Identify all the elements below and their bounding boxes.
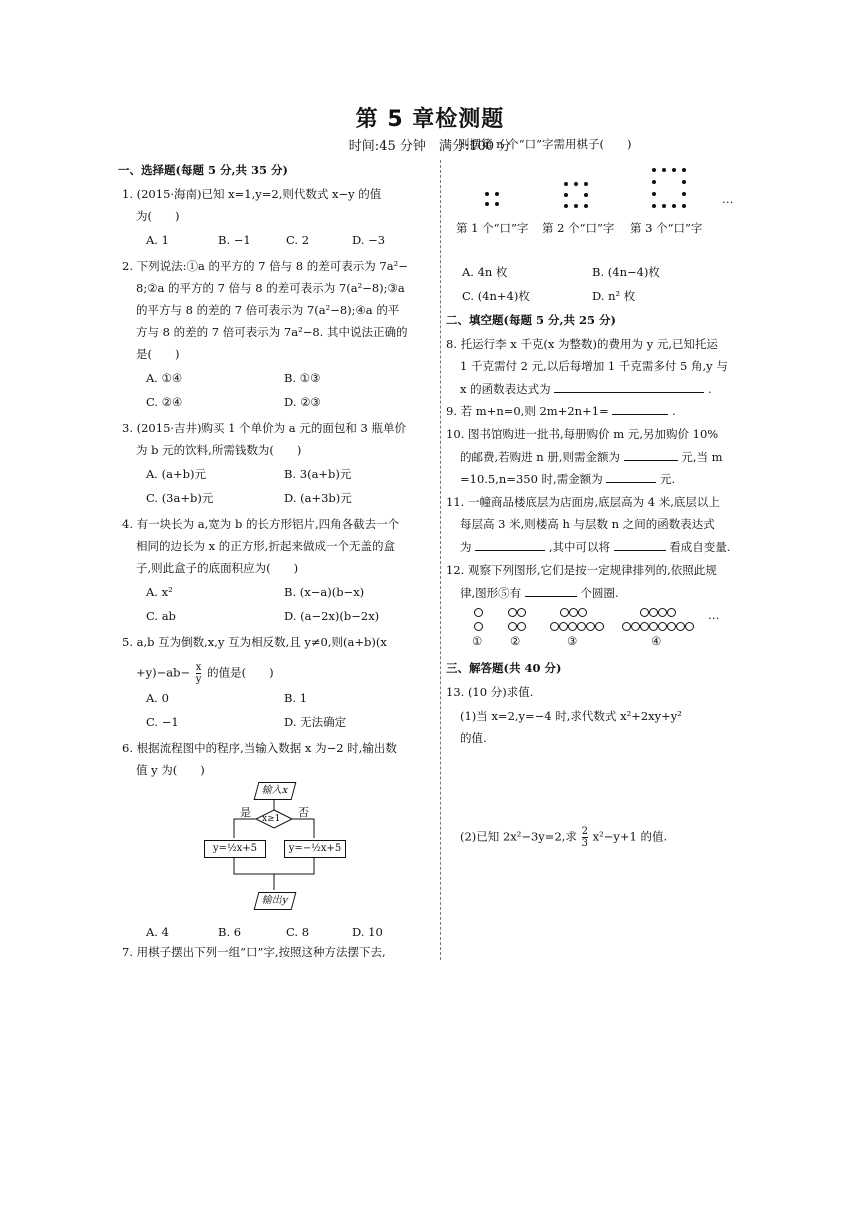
q12-end: 个圆圈. [580,586,619,600]
q10-prompt-2: =10.5,n=350 时,需金额为 [460,472,603,486]
q9-end: . [671,404,676,418]
q10-mid-1: 元,当 m [681,450,723,464]
q5-frac-denominator: y [195,674,202,685]
question-8-text-2: 1 千克需付 2 元,以后每增加 1 千克需多付 5 角,y 与 [460,359,728,373]
q7-fig3-dot [662,204,666,208]
q2-option-c[interactable]: C. ②④ [146,395,183,409]
q13-frac-numerator: 2 [581,826,588,837]
q12-label-2: ② [510,634,521,648]
q12-circle [559,622,568,631]
q12-circle [649,622,658,631]
q1-option-a[interactable]: A. 1 [146,233,169,247]
q12-circle [595,622,604,631]
q12-circle [474,622,483,631]
q2-option-b[interactable]: B. ①③ [284,371,321,385]
q7-fig3-dot [682,180,686,184]
q2-option-d[interactable]: D. ②③ [284,395,321,409]
q9-answer-blank[interactable] [612,402,668,415]
q7-label-1: 第 1 个“口”字 [456,221,529,235]
q1-option-d[interactable]: D. −3 [352,233,386,247]
q11-prompt-1: 为 [460,540,472,554]
question-2-text-3: 的平方与 8 的差的 7 倍可表示为 7(a²−8);④a 的平 [136,303,400,317]
q7-label-2: 第 2 个“口”字 [542,221,615,235]
q12-circle [508,608,517,617]
q4-option-c[interactable]: C. ab [146,609,176,623]
q12-circle [622,622,631,631]
q13-part2-fraction [582,826,588,849]
q3-option-b[interactable]: B. 3(a+b)元 [284,467,352,481]
q6-option-c[interactable]: C. 8 [286,925,310,939]
q4-option-b[interactable]: B. (x−a)(b−x) [284,585,365,599]
question-1-text: 1. (2015·海南)已知 x=1,y=2,则代数式 x−y 的值 [122,187,382,201]
question-7-text: 7. 用棋子摆出下列一组“口”字,按照这种方法摆下去, [122,945,386,959]
q5-frac-numerator: x [195,662,202,673]
q9-prompt: 9. 若 m+n=0,则 2m+2n+1= [446,404,609,418]
q5-expr-start: +y)−ab− [136,665,191,680]
question-8-text-3 [460,380,712,397]
q7-fig2-dot [564,182,568,186]
question-11-text: 11. 一幢商品楼底层为店面房,底层高为 4 米,底层以上 [446,495,720,509]
question-7-text-2: 则摆第 n 个“口”字需用棋子( ) [458,137,632,151]
q8-answer-blank[interactable] [554,380,704,393]
q12-answer-blank[interactable] [525,584,577,597]
question-8-text: 8. 托运行李 x 千克(x 为整数)的费用为 y 元,已知托运 [446,337,718,351]
q4-option-d[interactable]: D. (a−2x)(b−2x) [284,609,380,623]
q7-fig2-dot [574,182,578,186]
q5-option-c[interactable]: C. −1 [146,715,179,729]
q7-label-3: 第 3 个“口”字 [630,221,703,235]
flowchart-left-box: y=½x+5 [204,840,266,858]
q7-fig3-dot [682,204,686,208]
q7-fig3-dot [652,192,656,196]
q8-end: . [707,382,712,396]
flowchart-condition: x≥1 [262,814,281,824]
flowchart-no-label: 否 [298,806,309,819]
question-2-text-4: 方与 8 的差的 7 倍可表示为 7a²−8. 其中说法正确的 [136,325,408,339]
q10-answer-blank-2[interactable] [606,470,656,483]
q12-circle [685,622,694,631]
q7-fig3-dot [662,168,666,172]
q1-option-c[interactable]: C. 2 [286,233,310,247]
q12-circle [517,622,526,631]
q7-fig2-dot [584,182,588,186]
q7-fig1-dot [485,202,489,206]
q7-fig3-dot [652,168,656,172]
question-2-text-2: 8;②a 的平方的 7 倍与 8 的差可表示为 7(a²−8);③a [136,281,405,295]
q12-circle [658,622,667,631]
q12-circle [631,622,640,631]
q5-option-b[interactable]: B. 1 [284,691,308,705]
q6-option-d[interactable]: D. 10 [352,925,383,939]
left-column [118,162,436,962]
q7-option-a[interactable]: A. 4n 枚 [462,265,508,279]
question-2-text: 2. 下列说法:①a 的平方的 7 倍与 8 的差可表示为 7a²− [122,259,408,273]
q12-circle [560,608,569,617]
q12-circle [640,622,649,631]
q12-circle [586,622,595,631]
section-heading-fill: 二、填空题(每题 5 分,共 25 分) [446,313,616,327]
q7-fig3-dot [652,180,656,184]
q13-frac-denominator: 3 [581,838,588,849]
q12-circle [550,622,559,631]
q7-fig3-dot [682,192,686,196]
question-6-text: 6. 根据流程图中的程序,当输入数据 x 为−2 时,输出数 [122,741,397,755]
exam-info: 时间:45 分钟 满分:100 分 [348,139,512,154]
q12-circle [640,608,649,617]
q7-fig2-dot [584,193,588,197]
q13-part2-start: (2)已知 2x²−3y=2,求 [460,829,577,844]
q10-answer-blank-1[interactable] [624,448,678,461]
q7-ellipsis: … [722,192,734,206]
question-12-text: 12. 观察下列图形,它们是按一定规律排列的,依照此规 [446,563,717,577]
q12-circle [568,622,577,631]
question-13-part2 [460,826,667,849]
q7-option-c[interactable]: C. (4n+4)枚 [462,289,530,303]
q6-option-b[interactable]: B. 6 [218,925,242,939]
page-title: 第 5 章检测题 [355,107,505,132]
q7-fig1-dot [495,192,499,196]
question-12-text-2 [460,584,619,601]
q8-prompt: x 的函数表达式为 [460,382,551,396]
q7-option-d[interactable]: D. n² 枚 [592,289,636,303]
q2-option-a[interactable]: A. ①④ [146,371,183,385]
question-1-text-2: 为( ) [136,209,180,223]
flowchart-output-box: 输出y [254,892,297,910]
question-13-text: 13. (10 分)求值. [446,685,534,699]
q7-fig3-dot [652,204,656,208]
q7-fig3-dot [672,168,676,172]
q12-label-3: ③ [567,634,578,648]
q11-answer-blank-1[interactable] [475,538,545,551]
q12-circle [569,608,578,617]
q12-circle [676,622,685,631]
question-6-text-2: 值 y 为( ) [136,763,205,777]
flowchart-right-box: y=−½x+5 [284,840,346,858]
question-10-text-2 [460,448,723,465]
q12-prompt: 律,图形⑤有 [460,586,522,600]
question-11-text-3 [460,538,730,555]
question-2-text-5: 是( ) [136,347,180,361]
q11-end: 看成自变量. [669,540,731,554]
q7-fig2-dot [564,204,568,208]
right-column [446,136,752,896]
q13-part2-end: x²−y+1 的值. [592,829,668,844]
question-11-text-2: 每层高 3 米,则楼高 h 与层数 n 之间的函数表达式 [460,517,715,531]
q3-option-a[interactable]: A. (a+b)元 [146,467,206,481]
q7-fig2-dot [584,204,588,208]
question-3-text: 3. (2015·吉井)购买 1 个单价为 a 元的面包和 3 瓶单价 [122,421,406,435]
flowchart-input-box: 输入x [254,782,297,800]
column-divider [440,160,442,960]
q5-option-d[interactable]: D. 无法确定 [284,715,347,729]
section-heading-solve: 三、解答题(共 40 分) [446,661,562,675]
q6-option-a[interactable]: A. 4 [146,925,169,939]
q5-option-a[interactable]: A. 0 [146,691,169,705]
q12-circle [578,608,587,617]
question-5-text: 5. a,b 互为倒数,x,y 互为相反数,且 y≠0,则(a+b)(x [122,635,387,649]
question-13-part1-2: 的值. [460,731,487,745]
q12-label-1: ① [472,634,483,648]
q1-option-b[interactable]: B. −1 [218,233,251,247]
question-4-text-2: 相同的边长为 x 的正方形,折起来做成一个无盖的盒 [136,539,395,553]
flowchart [212,782,358,912]
q7-fig2-dot [564,193,568,197]
question-4-text-3: 子,则此盒子的底面积应为( ) [136,561,299,575]
q5-fraction [196,662,202,685]
q12-circle [508,622,517,631]
q10-end: 元. [660,472,676,486]
q12-circle [667,608,676,617]
section-heading-choice: 一、选择题(每题 5 分,共 35 分) [118,163,288,177]
q11-prompt-2: ,其中可以将 [548,540,610,554]
q7-fig1-dot [485,192,489,196]
question-5-text-2 [136,662,274,685]
q12-circle [649,608,658,617]
question-3-text-2: 为 b 元的饮料,所需钱数为( ) [136,443,302,457]
q10-prompt-1: 的邮费,若购进 n 册,则需金额为 [460,450,621,464]
question-10-text-3 [460,470,675,487]
q12-circle [658,608,667,617]
q12-ellipsis: … [708,608,720,622]
q12-label-4: ④ [651,634,662,648]
question-10-text: 10. 图书馆购进一批书,每册购价 m 元,另加购价 10% [446,427,719,441]
question-13-part1: (1)当 x=2,y=−4 时,求代数式 x²+2xy+y² [460,709,682,723]
q12-circle [577,622,586,631]
q12-circle [667,622,676,631]
q3-option-c[interactable]: C. (3a+b)元 [146,491,214,505]
question-9-text [446,402,676,419]
q7-option-b[interactable]: B. (4n−4)枚 [592,265,660,279]
q7-fig3-dot [682,168,686,172]
q12-figures [452,606,752,652]
question-4-text: 4. 有一块长为 a,宽为 b 的长方形铝片,四角各截去一个 [122,517,400,531]
flowchart-yes-label: 是 [240,806,251,819]
q12-circle [474,608,483,617]
q11-answer-blank-2[interactable] [614,538,666,551]
q12-circle [517,608,526,617]
q3-option-d[interactable]: D. (a+3b)元 [284,491,352,505]
q7-fig3-dot [672,204,676,208]
q7-fig1-dot [495,202,499,206]
q5-expr-end: 的值是( ) [207,665,274,680]
q4-option-a[interactable]: A. x² [146,585,173,599]
q7-fig2-dot [574,204,578,208]
q7-figures [452,158,752,254]
